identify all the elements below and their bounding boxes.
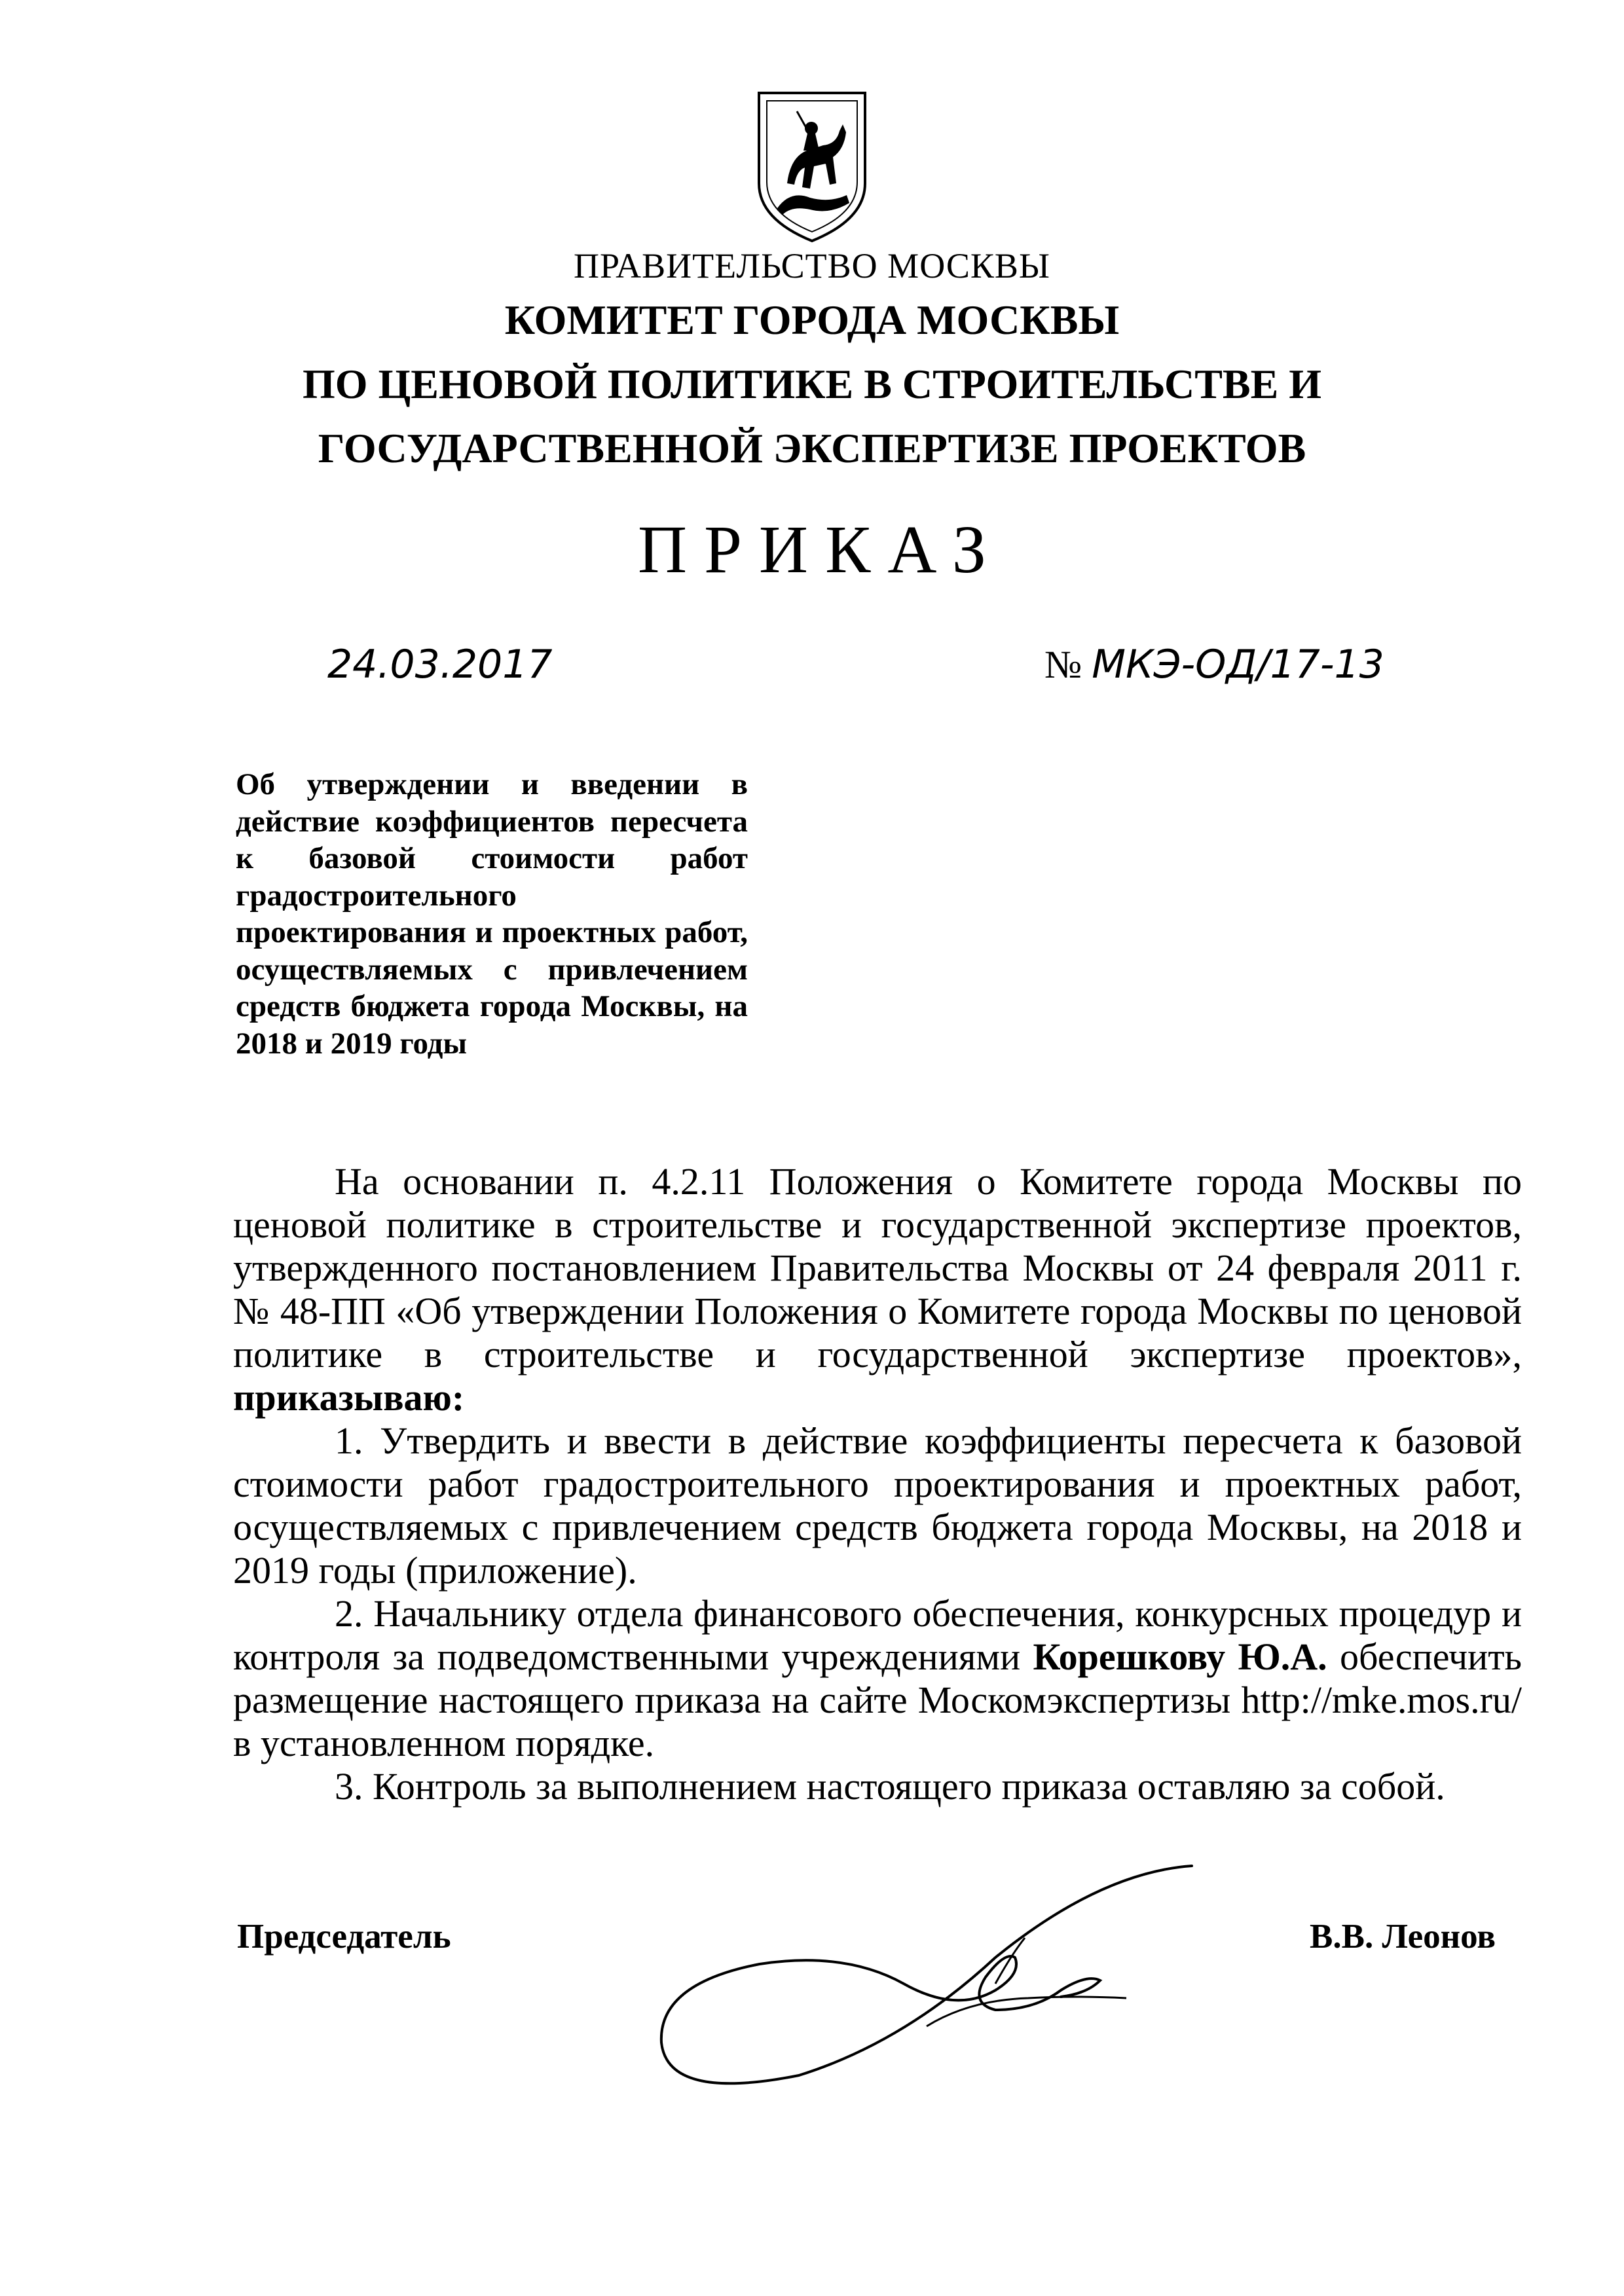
order-subject: Об утверждении и введении в действие коэффициентов пересчета к базовой стоимости работ градостроительного проектирования и проектных работ, осуществляемых с привлечением средств бюджета города Москвы, на 2018 и 2019 годы — [236, 767, 748, 1061]
moscow-coat-of-arms-icon — [751, 85, 873, 244]
number-sign: № — [1044, 643, 1082, 686]
order-number: МКЭ-ОД/17-13 — [1092, 642, 1384, 687]
order-item-3: 3. Контроль за выполнением настоящего приказа оставляю за собой. — [335, 1765, 1445, 1808]
committee-name-line-2: ПО ЦЕНОВОЙ ПОЛИТИКЕ В СТРОИТЕЛЬСТВЕ И — [302, 361, 1322, 407]
order-word: приказываю: — [233, 1376, 465, 1419]
responsible-person: Корешкову Ю.А. — [1033, 1635, 1327, 1678]
item-2-start: 2. Начальнику отдела финансового обеспечения, конкурсных процедур и контроля за подведомственными учреждениями — [233, 1592, 1522, 1678]
signatory-title: Председатель — [237, 1918, 451, 1956]
order-item-2 — [233, 1592, 1522, 1765]
committee-name-line-3: ГОСУДАРСТВЕННОЙ ЭКСПЕРТИЗЕ ПРОЕКТОВ — [318, 425, 1306, 471]
order-item-1: 1. Утвердить и ввести в действие коэффициенты пересчета к базовой стоимости работ градостроительного проектирования и проектных работ, осуществляемых с привлечением средств бюджета города Москвы, на 2018 и 2019 годы (приложение). — [233, 1419, 1522, 1592]
handwritten-signature — [629, 1827, 1205, 2121]
government-name: ПРАВИТЕЛЬСТВО МОСКВЫ — [573, 246, 1050, 285]
item-2-end: обеспечить размещение настоящего приказа на сайте Москомэкспертизы http://mke.mos.ru/ в установленном порядке. — [233, 1635, 1522, 1764]
document-type-title: ПРИКАЗ — [637, 512, 1004, 587]
order-number-block — [1044, 642, 1384, 687]
preamble-paragraph — [233, 1160, 1522, 1419]
order-body — [233, 1160, 1522, 1808]
order-date: 24.03.2017 — [327, 642, 553, 687]
signatory-name: В.В. Леонов — [1310, 1918, 1496, 1956]
committee-name-line-1: КОМИТЕТ ГОРОДА МОСКВЫ — [504, 297, 1120, 343]
preamble-text: На основании п. 4.2.11 Положения о Комитете города Москвы по ценовой политике в строительстве и государственной экспертизе проектов, утвержденного постановлением Правительства Москвы от 24 февраля 2011 г. № 48-ПП «Об утверждении Положения о Комитете города Москвы по ценовой политике в строительстве и государственной экспертизе проектов», — [233, 1160, 1522, 1376]
